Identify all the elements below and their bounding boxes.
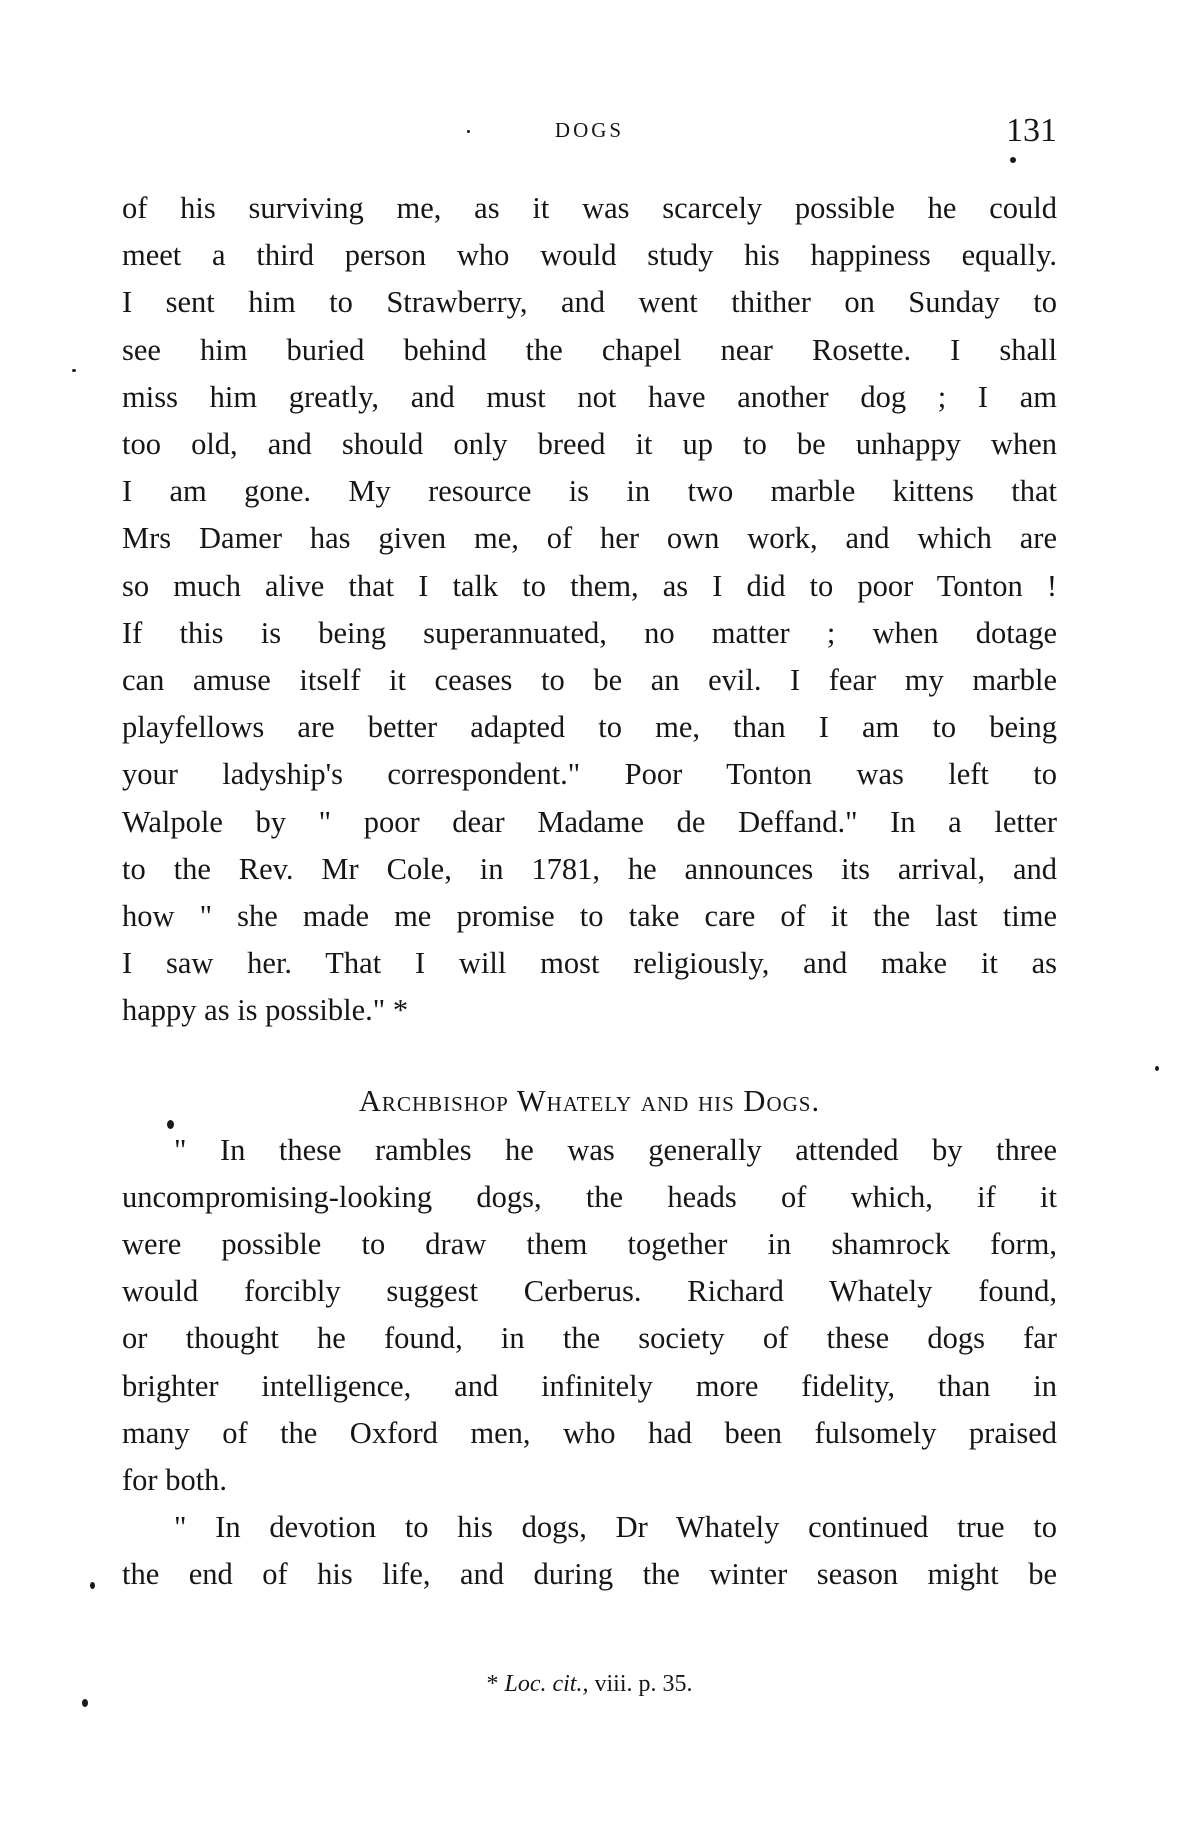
text-line: miss him greatly, and must not have another dog ; I am (122, 379, 1057, 414)
section-heading: Archbishop Whately and his Dogs. (358, 1083, 821, 1118)
text-line: " In these rambles he was generally attended by three (174, 1132, 1057, 1167)
page-number: 131 (1006, 112, 1057, 149)
text-line: for both. (122, 1463, 228, 1498)
text-line: Mrs Damer has given me, of her own work, and which are (122, 521, 1057, 556)
text-line: " In devotion to his dogs, Dr Whately continued true to (174, 1510, 1057, 1545)
text-line: of his surviving me, as it was scarcely possible he could (122, 191, 1057, 225)
text-line: If this is being superannuated, no matter ; when dotage (122, 615, 1057, 650)
text-line: Walpole by " poor dear Madame de Deffand." In a letter (122, 804, 1057, 839)
section-gap (122, 1035, 1057, 1075)
text-line: so much alive that I talk to them, as I did to poor Tonton ! (122, 568, 1057, 603)
text-line: see him buried behind the chapel near Rosette. I shall (122, 332, 1057, 367)
text-line: to the Rev. Mr Cole, in 1781, he announces its arrival, and (122, 851, 1057, 886)
scan-speck (72, 369, 76, 372)
text-line: I am gone. My resource is in two marble kittens that (122, 474, 1057, 509)
text-line: your ladyship's correspondent." Poor Tonton was left to (122, 757, 1057, 792)
scan-speck (82, 1699, 88, 1707)
main-text (122, 185, 1057, 1599)
text-line: the end of his life, and during the winter season might be (122, 1557, 1057, 1592)
text-line: meet a third person who would study his happiness equally. (122, 238, 1057, 273)
text-line: how " she made me promise to take care of it the last time (122, 899, 1057, 934)
footnote-marker: * (486, 1671, 499, 1697)
text-line: happy as is possible." * (122, 993, 409, 1028)
text-line: would forcibly suggest Cerberus. Richard Whately found, (122, 1274, 1057, 1309)
scan-speck (467, 130, 470, 133)
page-header (122, 112, 1057, 158)
text-line: playfellows are better adapted to me, than I am to being (122, 710, 1057, 745)
text-line: I sent him to Strawberry, and went thither on Sunday to (122, 285, 1057, 320)
scan-speck (1155, 1066, 1159, 1071)
text-line: or thought he found, in the society of these dogs far (122, 1321, 1057, 1356)
text-line: I saw her. That I will most religiously, and make it as (122, 946, 1057, 981)
text-line: too old, and should only breed it up to be unhappy when (122, 427, 1057, 462)
scan-speck (167, 1120, 174, 1129)
text-line: uncompromising-looking dogs, the heads of which, if it (122, 1179, 1057, 1214)
running-title: DOGS (554, 118, 625, 142)
footnote (122, 1671, 1057, 1698)
text-line: were possible to draw them together in shamrock form, (122, 1227, 1057, 1262)
scan-speck (1010, 157, 1016, 163)
footnote-reference: viii. p. 35. (594, 1671, 693, 1697)
scan-speck (90, 1582, 95, 1589)
text-line: brighter intelligence, and infinitely more fidelity, than in (122, 1368, 1057, 1403)
footnote-citation: Loc. cit., (504, 1671, 589, 1697)
text-line: many of the Oxford men, who had been fulsomely praised (122, 1415, 1057, 1450)
text-line: can amuse itself it ceases to be an evil. I fear my marble (122, 663, 1057, 698)
